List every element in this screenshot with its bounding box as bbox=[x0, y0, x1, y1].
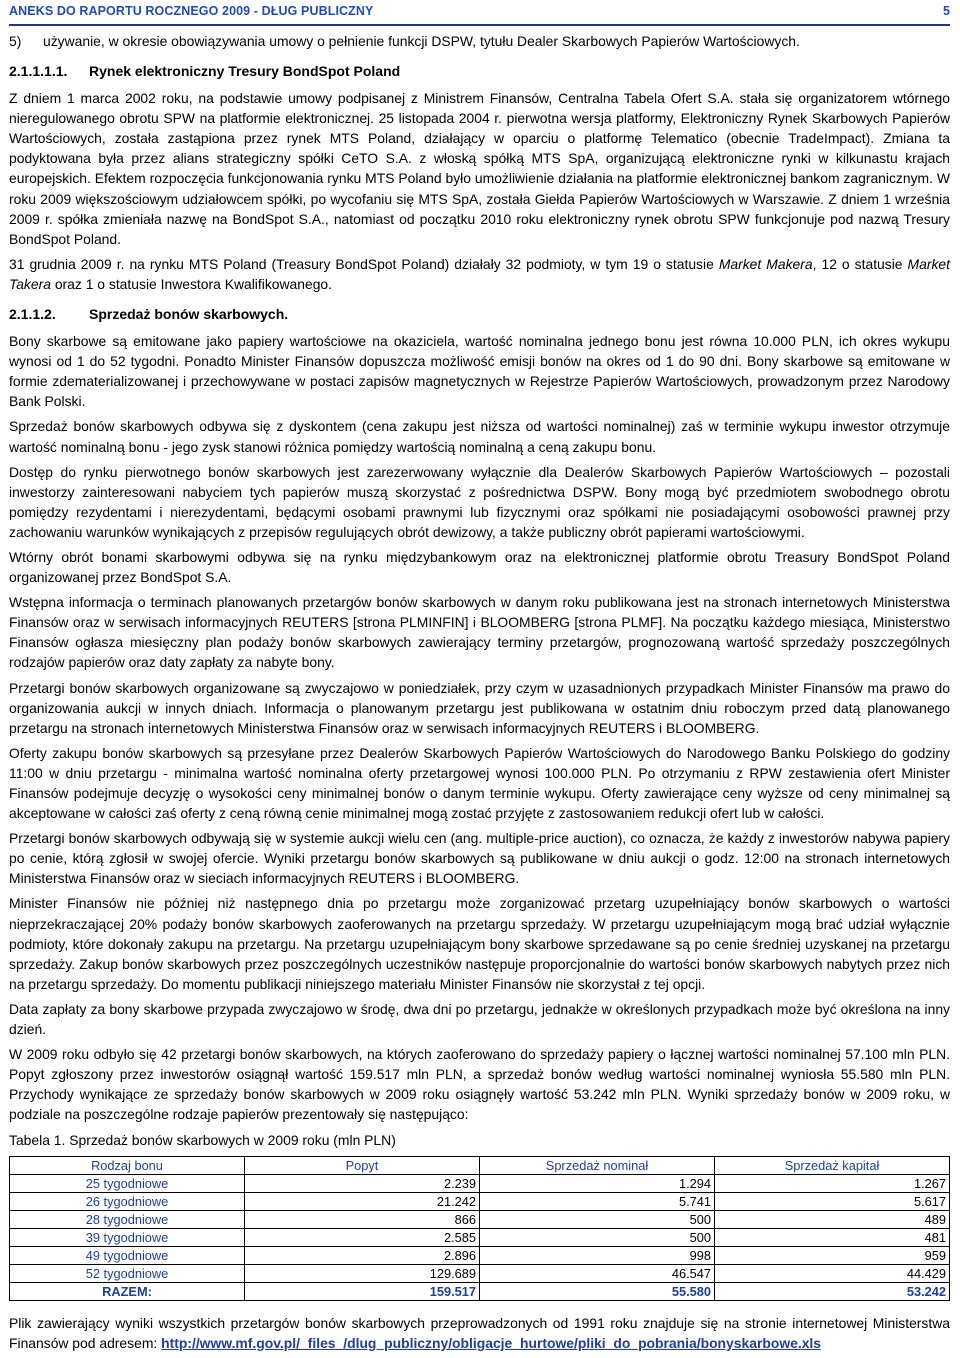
table-total-row bbox=[10, 1282, 950, 1300]
italic-term: Market Makera bbox=[718, 255, 813, 272]
paragraph: Wtórny obrót bonami skarbowymi odbywa się na rynku międzybankowym oraz na elektronicznej platformie obrotu Treasury BondSpot Poland organizowanej przez BondSpot S.A. bbox=[9, 548, 950, 586]
list-item-text: używanie, w okresie obowiązywania umowy o pełnienie funkcji DSPW, tytułu Dealer Skarbowych Papierów Wartościowych. bbox=[43, 33, 800, 49]
paragraph: Sprzedaż bonów skarbowych odbywa się z dyskontem (cena zakupu jest niższa od wartości nominalnej) zaś w terminie wykupu inwestor otrzymuje wartość nominalną bonu - jego zysk stanowi różnica pomiędzy wartością nominalną a ceną zakupu bonu. bbox=[9, 418, 950, 455]
table-row bbox=[10, 1246, 950, 1264]
paragraph: Oferty zakupu bonów skarbowych są przesyłane przez Dealerów Skarbowych Papierów Wartościowych do Narodowego Banku Polskiego do godziny 11:00 w dniu przetargu - minimalna wartość nominalna oferty przetargowej wynosi 100.000 PLN. Po otrzymaniu z RPW zestawienia ofert Minister Finansów podejmuje decyzję o wysokości ceny minimalnej bonów o danym terminie wykupu. Oferty zawierające ceny wyższe od ceny minimalnej są akceptowane w całości zaś oferty z ceną równą cenie minimalnej mogą zostać przyjęte z zastosowaniem redukcji ofert lub w całości. bbox=[9, 744, 950, 822]
table-cell: 55.580 bbox=[480, 1282, 715, 1300]
table-cell: 2.585 bbox=[245, 1228, 480, 1246]
table-cell: 21.242 bbox=[245, 1192, 480, 1210]
section-number: 2.1.1.1.1. bbox=[9, 63, 68, 80]
table-cell: 866 bbox=[245, 1210, 480, 1228]
table-header-row bbox=[10, 1156, 950, 1174]
table-cell: 998 bbox=[480, 1246, 715, 1264]
paragraph bbox=[9, 254, 950, 294]
table-row bbox=[10, 1210, 950, 1228]
column-header: Sprzedaż kapitał bbox=[715, 1156, 950, 1174]
list-item bbox=[9, 31, 950, 51]
column-header: Popyt bbox=[245, 1156, 480, 1174]
list-item-number: 5) bbox=[9, 33, 22, 49]
table-cell: 1.267 bbox=[715, 1174, 950, 1192]
column-header: Sprzedaż nominał bbox=[480, 1156, 715, 1174]
table-cell: 49 tygodniowe bbox=[10, 1246, 245, 1264]
table-cell: 5.741 bbox=[480, 1192, 715, 1210]
document-body bbox=[9, 31, 950, 1353]
text-run: 31 grudnia 2009 r. na rynku MTS Poland (Treasury BondSpot Poland) działały 32 podmioty, w tym 19 o statusie bbox=[9, 255, 719, 272]
section-title: Sprzedaż bonów skarbowych. bbox=[89, 306, 289, 323]
table-caption: Tabela 1. Sprzedaż bonów skarbowych w 2009 roku (mln PLN) bbox=[9, 1131, 396, 1148]
page-number: 5 bbox=[943, 4, 950, 18]
section-number: 2.1.1.2. bbox=[9, 306, 56, 323]
paragraph: Dostęp do rynku pierwotnego bonów skarbowych jest zarezerwowany wyłącznie dla Dealerów Skarbowych Papierów Wartościowych – pozostali inwestorzy zainteresowani nabyciem tych papierów muszą skorzystać z pośrednictwa DSPW. Bony mogą być przedmiotem swobodnego obrotu pomiędzy rezydentami i nierezydentami, będącymi osobami prawnymi lub fizycznymi oraz spółkami nie posiadającymi osobowości prawnej przy zachowaniu warunków wynikających z przepisów regulujących obrót dewizowy, a także publiczny obrót papierami wartościowymi. bbox=[9, 463, 950, 540]
paragraph: Wstępna informacja o terminach planowanych przetargów bonów skarbowych w danym roku publikowana jest na stronach internetowych Ministerstwa Finansów oraz w serwisach informacyjnych REUTERS [strona PLMINFIN] i BLOOMBERG [strona PLMF]. Na początku każdego miesiąca, Ministerstwo Finansów ogłasza miesięczny plan podaży bonów skarbowych zawierający terminy przetargów, prognozowaną wartość sprzedaży poszczególnych rodzajów papierów oraz daty zapłaty za nabyte bony. bbox=[9, 594, 950, 671]
text-run: oraz 1 o statusie Inwestora Kwalifikowanego. bbox=[50, 275, 333, 292]
document-page bbox=[9, 0, 950, 1358]
page-header bbox=[9, 0, 950, 26]
table-cell: 28 tygodniowe bbox=[10, 1210, 245, 1228]
section-heading bbox=[9, 304, 950, 324]
sales-table bbox=[9, 1156, 950, 1301]
table-cell: RAZEM: bbox=[10, 1282, 245, 1300]
section-title: Rynek elektroniczny Tresury BondSpot Poland bbox=[89, 63, 401, 80]
paragraph: Data zapłaty za bony skarbowe przypada zwyczajowo w środę, dwa dni po przetargu, jednakże w określonych przypadkach może być określona na inny dzień. bbox=[9, 1000, 950, 1038]
text-run: , 12 o statusie bbox=[812, 255, 908, 272]
table-cell: 26 tygodniowe bbox=[10, 1192, 245, 1210]
table-row bbox=[10, 1264, 950, 1282]
table-cell: 39 tygodniowe bbox=[10, 1228, 245, 1246]
table-cell: 46.547 bbox=[480, 1264, 715, 1282]
table-row bbox=[10, 1228, 950, 1246]
paragraph: Z dniem 1 marca 2002 roku, na podstawie umowy podpisanej z Ministrem Finansów, Centralna Tabela Ofert S.A. stała się organizatorem wtórnego nieregulowanego obrotu SPW na platformie elektronicznej. 25 listopada 2004 r. pierwotna wersja platformy, Elektroniczny Rynek Skarbowych Papierów Wartościowych, została zastąpiona przez rynek MTS Poland, działający w oparciu o platformę Telematico (obecnie TradeImpact). Zmiana ta podyktowana była przez alians strategiczny spółki CeTO S.A. z włoską spółką MTS SpA, organizującą elektroniczne rynki w kilkunastu krajach europejskich. Efektem rozpoczęcia funkcjonowania rynku MTS Poland było umożliwienie działania na platformie elektronicznej bankom zagranicznym. W roku 2009 większościowym udziałowcem spółki, po wycofaniu się MTS SpA, została Giełda Papierów Wartościowych w Warszawie. Z dniem 1 września 2009 r. spółka zmieniała nazwę na BondSpot S.A., natomiast od początku 2010 roku elektroniczny rynek obrotu SPW funkcjonuje pod nazwą Tresury BondSpot Poland. bbox=[9, 90, 950, 247]
table-cell: 129.689 bbox=[245, 1264, 480, 1282]
table-cell: 53.242 bbox=[715, 1282, 950, 1300]
table-row bbox=[10, 1174, 950, 1192]
table-cell: 159.517 bbox=[245, 1282, 480, 1300]
table-cell: 959 bbox=[715, 1246, 950, 1264]
table-cell: 2.896 bbox=[245, 1246, 480, 1264]
table-cell: 481 bbox=[715, 1228, 950, 1246]
footer-paragraph bbox=[9, 1313, 950, 1353]
download-link[interactable]: http://www.mf.gov.pl/_files_/dlug_publiczny/obligacje_hurtowe/pliki_do_pobrania/bonyskarbowe.xls bbox=[161, 1334, 822, 1351]
paragraph: W 2009 roku odbyło się 42 przetargi bonów skarbowych, na których zaoferowano do sprzedaży papiery o łącznej wartości nominalnej 57.100 mln PLN. Popyt zgłoszony przez inwestorów osiągnął wartość 159.517 mln PLN, a sprzedaż bonów według wartości nominalnej wyniosła 55.580 mln PLN. Przychody wynikające ze sprzedaży bonów skarbowych w 2009 roku osiągnęły wartość 53.242 mln PLN. Wyniki sprzedaży bonów w 2009 roku, w podziale na poszczególne rodzaje papierów prezentowały się następująco: bbox=[9, 1046, 950, 1123]
table-row bbox=[10, 1192, 950, 1210]
table-cell: 52 tygodniowe bbox=[10, 1264, 245, 1282]
table-cell: 25 tygodniowe bbox=[10, 1174, 245, 1192]
table-cell: 500 bbox=[480, 1228, 715, 1246]
table-cell: 489 bbox=[715, 1210, 950, 1228]
paragraph: Przetargi bonów skarbowych odbywają się w systemie aukcji wielu cen (ang. multiple-price auction), co oznacza, że każdy z inwestorów nabywa papiery po cenie, którą zgłosił w swojej ofercie. Wyniki przetargu bonów skarbowych są publikowane w dniu aukcji o godz. 12:00 na stronach internetowych Ministerstwa Finansów oraz w sieciach informacyjnych REUTERS i BLOOMBERG. bbox=[9, 830, 950, 887]
paragraph: Bony skarbowe są emitowane jako papiery wartościowe na okaziciela, wartość nominalna jednego bonu jest równa 10.000 PLN, ich okres wykupu wynosi od 1 do 52 tygodni. Ponadto Minister Finansów dopuszcza możliwość emisji bonów na okres od 1 do 90 dni. Bony skarbowe są emitowane w formie zdematerializowanej i przechowywane w postaci zapisów magnetycznych w Rejestrze Papierów Wartościowych, prowadzonym przez Narodowy Bank Polski. bbox=[9, 333, 950, 410]
footer-text: Plik zawierający wyniki wszystkich przetargów bonów skarbowych przeprowadzonych od 1991 roku znajduje się na stronie internetowej Ministerstwa Finansów pod adresem: bbox=[9, 1314, 950, 1351]
table-cell: 5.617 bbox=[715, 1192, 950, 1210]
header-title: ANEKS DO RAPORTU ROCZNEGO 2009 - DŁUG PUBLICZNY bbox=[9, 4, 374, 18]
paragraph: Przetargi bonów skarbowych organizowane są zwyczajowo w poniedziałek, przy czym w uzasadnionych przypadkach Minister Finansów ma prawo do organizowania aukcji w innych dniach. Informacja o planowanym przetargu jest publikowana w ostatnim dniu roboczym przed datą planowanego przetargu na stronach internetowych Ministerstwa Finansów oraz w serwisach informacyjnych REUTERS i BLOOMBERG. bbox=[9, 679, 950, 736]
paragraph: Minister Finansów nie później niż następnego dnia po przetargu może zorganizować przetarg uzupełniający bonów skarbowych o wartości nieprzekraczającej 20% podaży bonów skarbowych zaoferowanych na przetargu sprzedaży. W przetargu uzupełniającym mogą brać udział wyłącznie podmioty, które dokonały zakupu na przetargu. Na przetargu uzupełniającym bony skarbowe sprzedawane są po cenie średniej uzyskanej na przetargu sprzedaży. Zakup bonów skarbowych przez poszczególnych uczestników następuje proporcjonalnie do wartości bonów skarbowych nabytych przez nich na przetargu sprzedaży. Do momentu publikacji niniejszego materiału Minister Finansów nie skorzystał z tej opcji. bbox=[9, 895, 950, 992]
table-cell: 1.294 bbox=[480, 1174, 715, 1192]
italic-term: Market Takera bbox=[9, 255, 950, 292]
table-cell: 44.429 bbox=[715, 1264, 950, 1282]
table-cell: 500 bbox=[480, 1210, 715, 1228]
table-cell: 2.239 bbox=[245, 1174, 480, 1192]
column-header: Rodzaj bonu bbox=[10, 1156, 245, 1174]
section-heading bbox=[9, 61, 950, 81]
